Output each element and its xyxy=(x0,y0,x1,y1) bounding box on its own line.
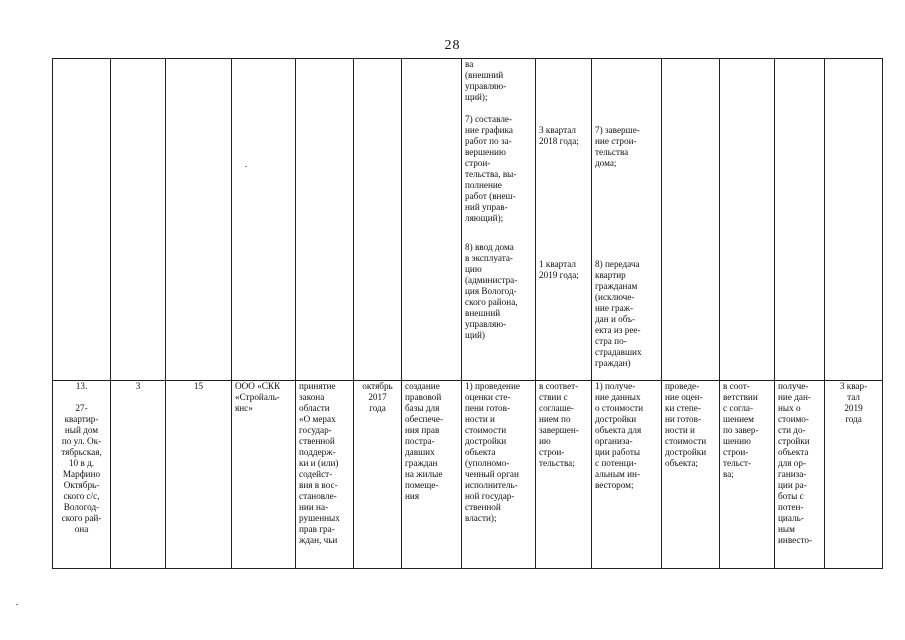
cell-result xyxy=(592,59,662,381)
result-item: 7) заверше- ние строи- тельства дома; xyxy=(595,125,640,168)
cell-empty xyxy=(662,59,720,381)
measures-table xyxy=(52,58,883,569)
deadline-item xyxy=(539,59,588,114)
cell-measure-2: проведе- ние оцен- ки степе- ни готов- ности и стоимости достройки объекта; xyxy=(662,381,720,569)
cell-deadline: в соответ- ствии с соглаше- нием по завершен- ию строи- тельства; xyxy=(536,381,592,569)
table-row-13 xyxy=(53,381,883,569)
cell-measure xyxy=(462,59,536,381)
result-item: 8) передача квартир гражданам (исключе- ние граж- дан и объ- екта из рее- стра по- страдавших граждан) xyxy=(595,259,642,368)
cell-empty xyxy=(53,59,111,381)
cell-result: 1) получе- ние данных о стоимости достройки объекта для организа- ции работы с потенци- альным ин- вестором; xyxy=(592,381,662,569)
cell-empty xyxy=(296,59,354,381)
cell-col3: 15 xyxy=(166,381,232,569)
cell-empty xyxy=(775,59,825,381)
cell-empty xyxy=(166,59,232,381)
cell-final-deadline: 3 квар- тал 2019 года xyxy=(825,381,883,569)
deadline-item: 1 квартал 2019 года; xyxy=(539,259,579,280)
cell-measure: 1) проведение оценки сте- пени готов- ности и стоимости достройки объекта (уполномо- ченный орган исполнитель- ной государ- ственной власти); xyxy=(462,381,536,569)
cell-object: 13. 27- квартир- ный дом по ул. Ок- тябрьская, 10 в д. Марфино Октябрь- ского с/с, Вологод- ского рай- она xyxy=(53,381,111,569)
measure-item: 7) составле- ние графика работ по за- вершению строи- тельства, вы- полнение работ (внеш- ний управ- ляющий); xyxy=(465,114,517,223)
cell-developer: ООО «СКК «Стройаль- янс» xyxy=(232,381,296,569)
scan-speck xyxy=(245,166,247,167)
cell-empty xyxy=(111,59,166,381)
cell-measure-law: принятие закона области «О мерах государ- ственной поддерж- ки и (или) содейст- вия в вос- становле- нии на- рушенных прав гра- ждан, чьи xyxy=(296,381,354,569)
cell-law-result: создание правовой базы для обеспече- ния прав постра- давших граждан на жилые помеще- ния xyxy=(402,381,462,569)
result-item xyxy=(595,59,658,114)
cell-empty xyxy=(825,59,883,381)
table-row-continued xyxy=(53,59,883,381)
cell-empty xyxy=(720,59,775,381)
cell-empty xyxy=(232,59,296,381)
measure-item: 8) ввод дома в эксплуата- цию (администра- ция Вологод- ского района, внешний управляю- щий) xyxy=(465,242,518,340)
cell-result-2: получе- ние дан- ных о стоимо- сти до- стройки объекта для ор- ганиза- ции ра- боты с потен- циаль- ным инвесто- xyxy=(775,381,825,569)
cell-law-deadline: октябрь 2017 года xyxy=(354,381,402,569)
page-number: 28 xyxy=(444,38,461,53)
cell-col2: 3 xyxy=(111,381,166,569)
cell-deadline-2: в соот- ветствии с согла- шением по завер- шению строи- тельст- ва; xyxy=(720,381,775,569)
measure-item: ва (внешний управляю- щий); xyxy=(465,59,507,102)
cell-empty xyxy=(354,59,402,381)
deadline-item: 3 квартал 2018 года; xyxy=(539,125,579,146)
cell-empty xyxy=(402,59,462,381)
cell-deadline xyxy=(536,59,592,381)
scan-speck xyxy=(16,604,18,605)
